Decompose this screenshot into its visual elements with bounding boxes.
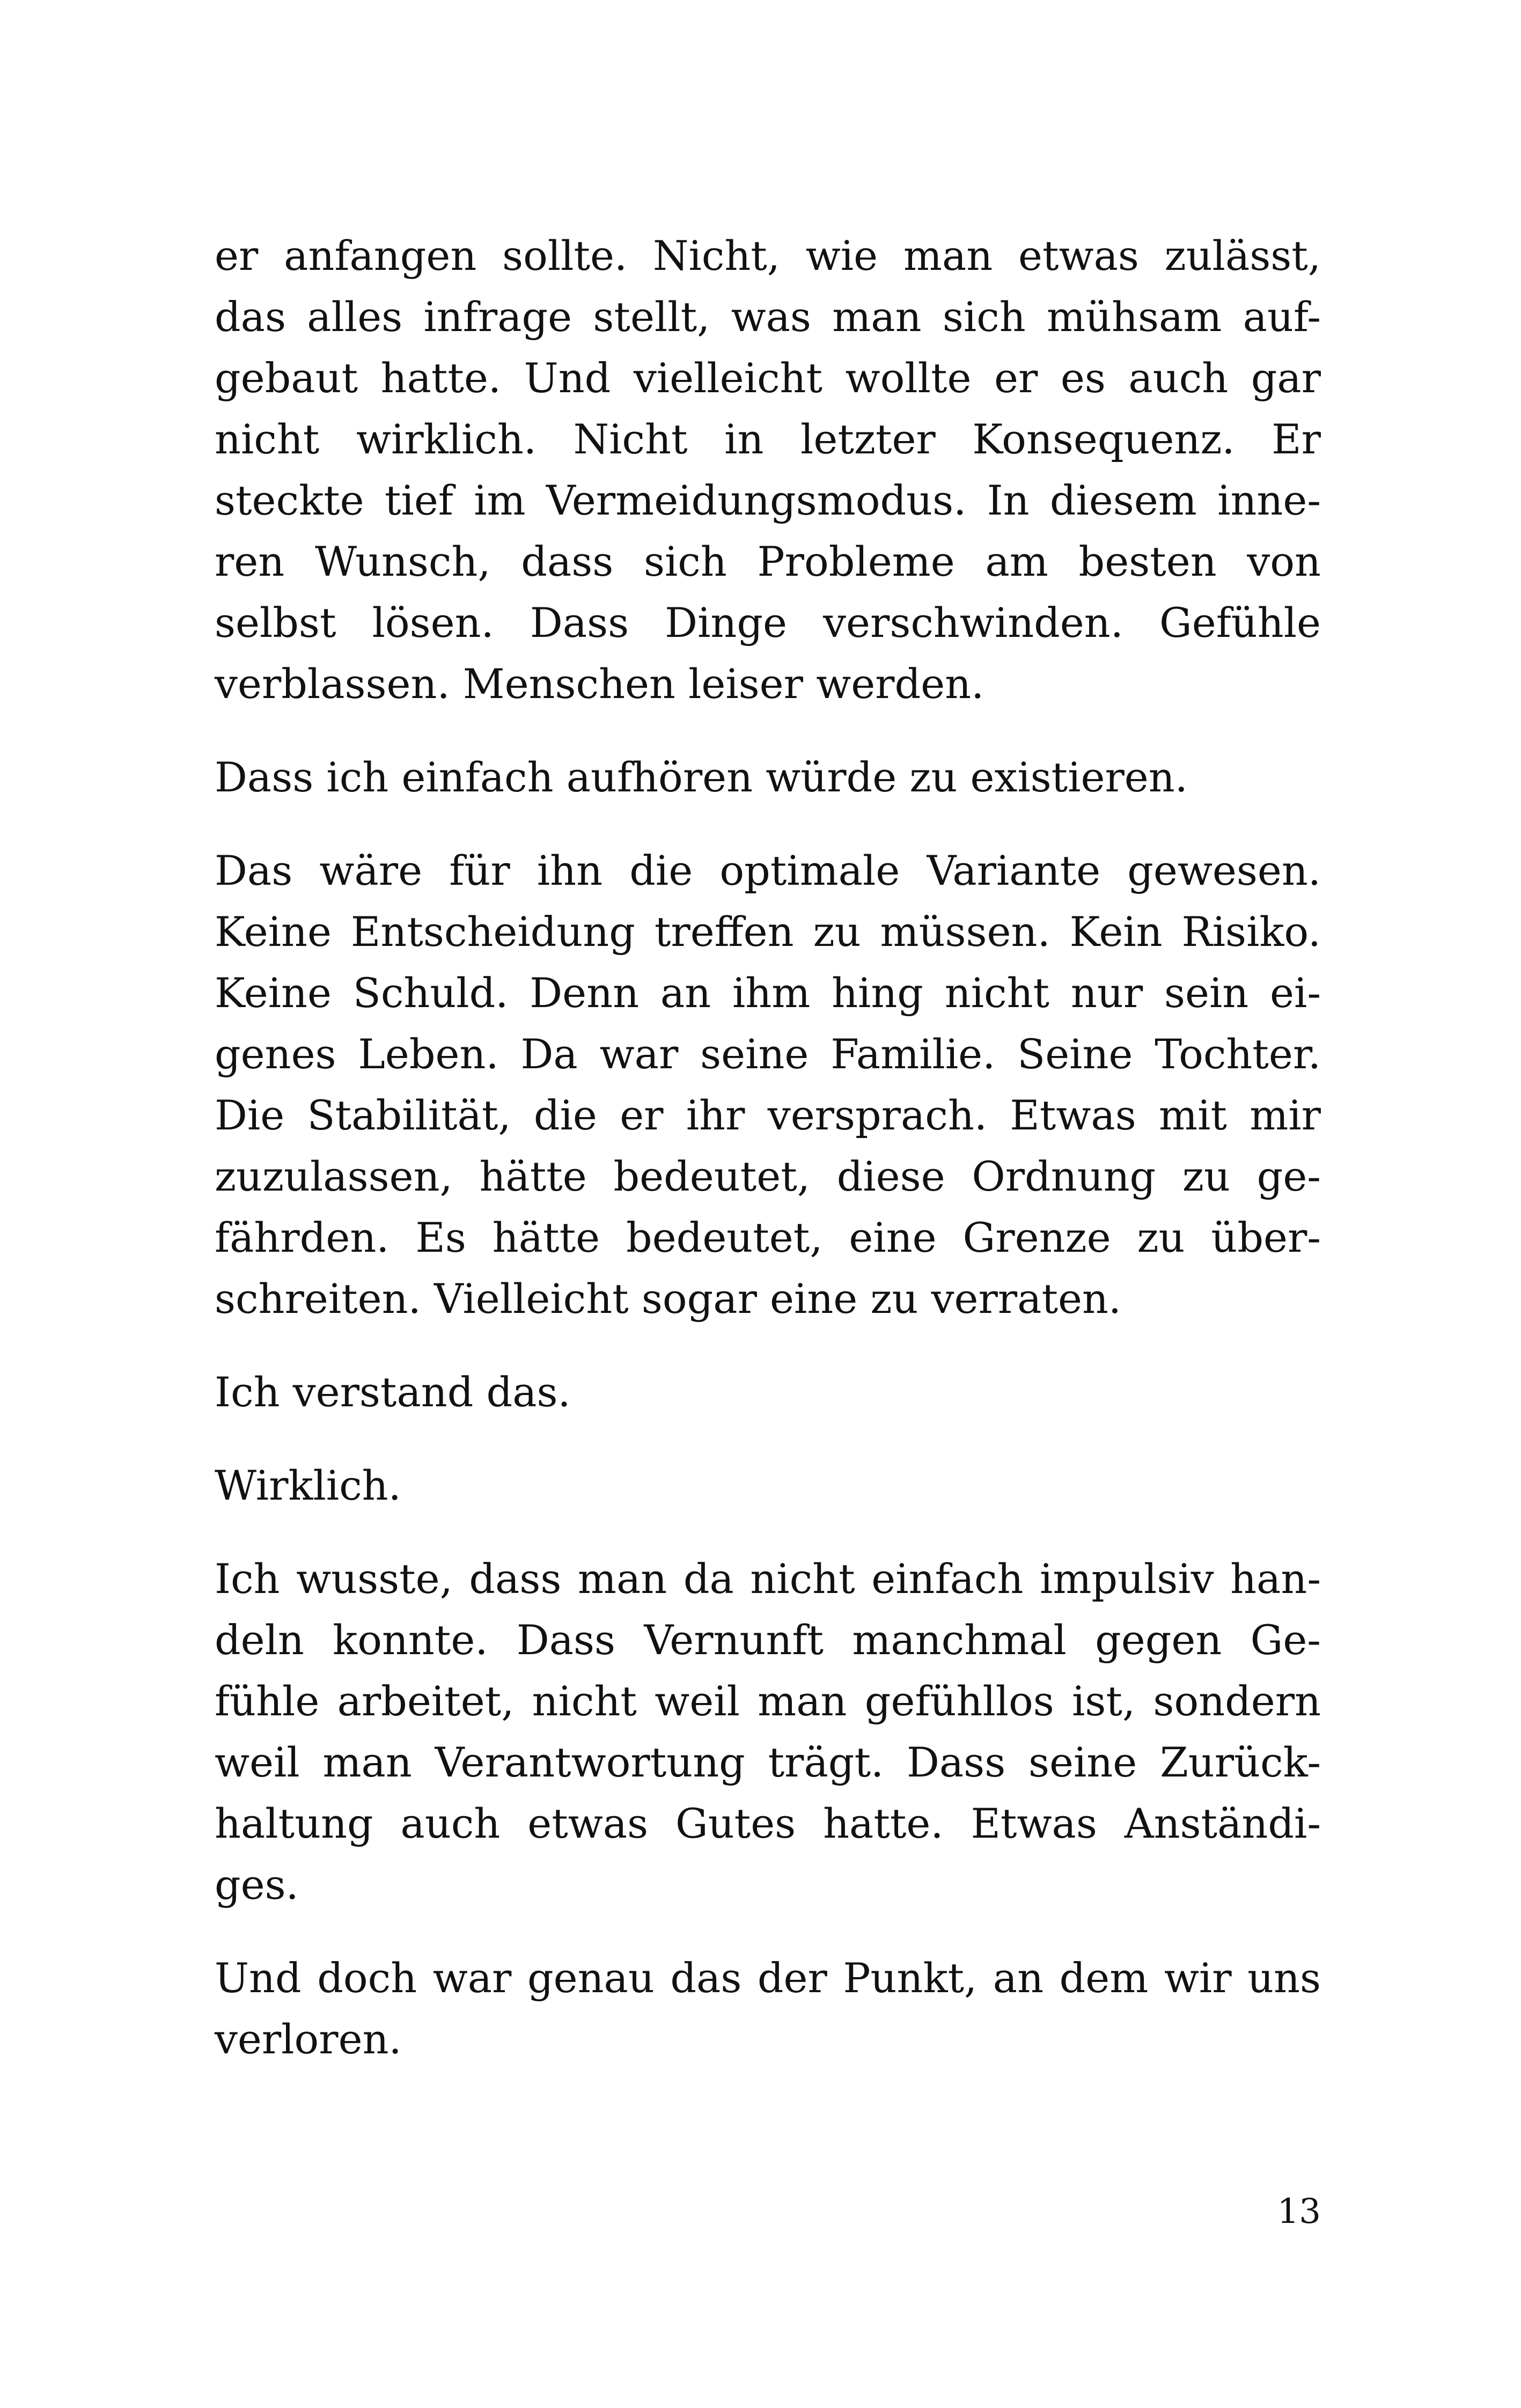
paragraph-3 [215, 840, 1321, 1330]
text-line: Und doch war genau das der Punkt, an dem wir uns [215, 1954, 1321, 2002]
text-line: Ich wusste, dass man da nicht einfach impulsiv han- [215, 1555, 1321, 1603]
text-line: nicht wirklich. Nicht in letzter Konsequenz. Er [215, 415, 1321, 463]
paragraph-5 [215, 1455, 1321, 1516]
text-line: schreiten. Vielleicht sogar eine zu verraten. [215, 1275, 1122, 1323]
text-line: Wirklich. [215, 1462, 401, 1509]
body-text [215, 225, 1321, 2102]
text-line: weil man Verantwortung trägt. Dass seine Zurück- [215, 1738, 1321, 1786]
text-line: selbst lösen. Dass Dinge verschwinden. Gefühle [215, 599, 1321, 647]
page-number: 13 [1277, 2192, 1321, 2231]
paragraph-6 [215, 1548, 1321, 1915]
paragraph-2 [215, 747, 1321, 808]
text-line: ren Wunsch, dass sich Probleme am besten von [215, 538, 1321, 585]
paragraph-7 [215, 1948, 1321, 2070]
text-line: Dass ich einfach aufhören würde zu existieren. [215, 753, 1188, 801]
text-line: er anfangen sollte. Nicht, wie man etwas zulässt, [215, 232, 1321, 280]
text-line: deln konnte. Dass Vernunft manchmal gegen Ge- [215, 1616, 1321, 1664]
text-line: gebaut hatte. Und vielleicht wollte er es auch gar [215, 354, 1321, 402]
text-line: zuzulassen, hätte bedeutet, diese Ordnung zu ge- [215, 1152, 1321, 1200]
paragraph-4 [215, 1362, 1321, 1423]
text-line: fühle arbeitet, nicht weil man gefühllos ist, sondern [215, 1677, 1321, 1725]
text-line: ges. [215, 1861, 299, 1908]
text-line: das alles infrage stellt, was man sich mühsam auf- [215, 293, 1321, 341]
text-line: steckte tief im Vermeidungsmodus. In diesem inne- [215, 476, 1321, 524]
text-line: Die Stabilität, die er ihr versprach. Etwas mit mir [215, 1091, 1321, 1139]
paragraph-1 [215, 225, 1321, 715]
text-line: genes Leben. Da war seine Familie. Seine Tochter. [215, 1030, 1321, 1078]
text-line: Keine Entscheidung treffen zu müssen. Kein Risiko. [215, 908, 1321, 956]
text-line: verblassen. Menschen leiser werden. [215, 660, 984, 708]
text-line: Keine Schuld. Denn an ihm hing nicht nur sein ei- [215, 969, 1321, 1017]
text-line: Das wäre für ihn die optimale Variante gewesen. [215, 847, 1321, 894]
text-line: Ich verstand das. [215, 1368, 571, 1416]
text-line: haltung auch etwas Gutes hatte. Etwas Anständi- [215, 1800, 1321, 1847]
text-line: fährden. Es hätte bedeutet, eine Grenze zu über- [215, 1214, 1321, 1261]
text-line: verloren. [215, 2015, 402, 2063]
